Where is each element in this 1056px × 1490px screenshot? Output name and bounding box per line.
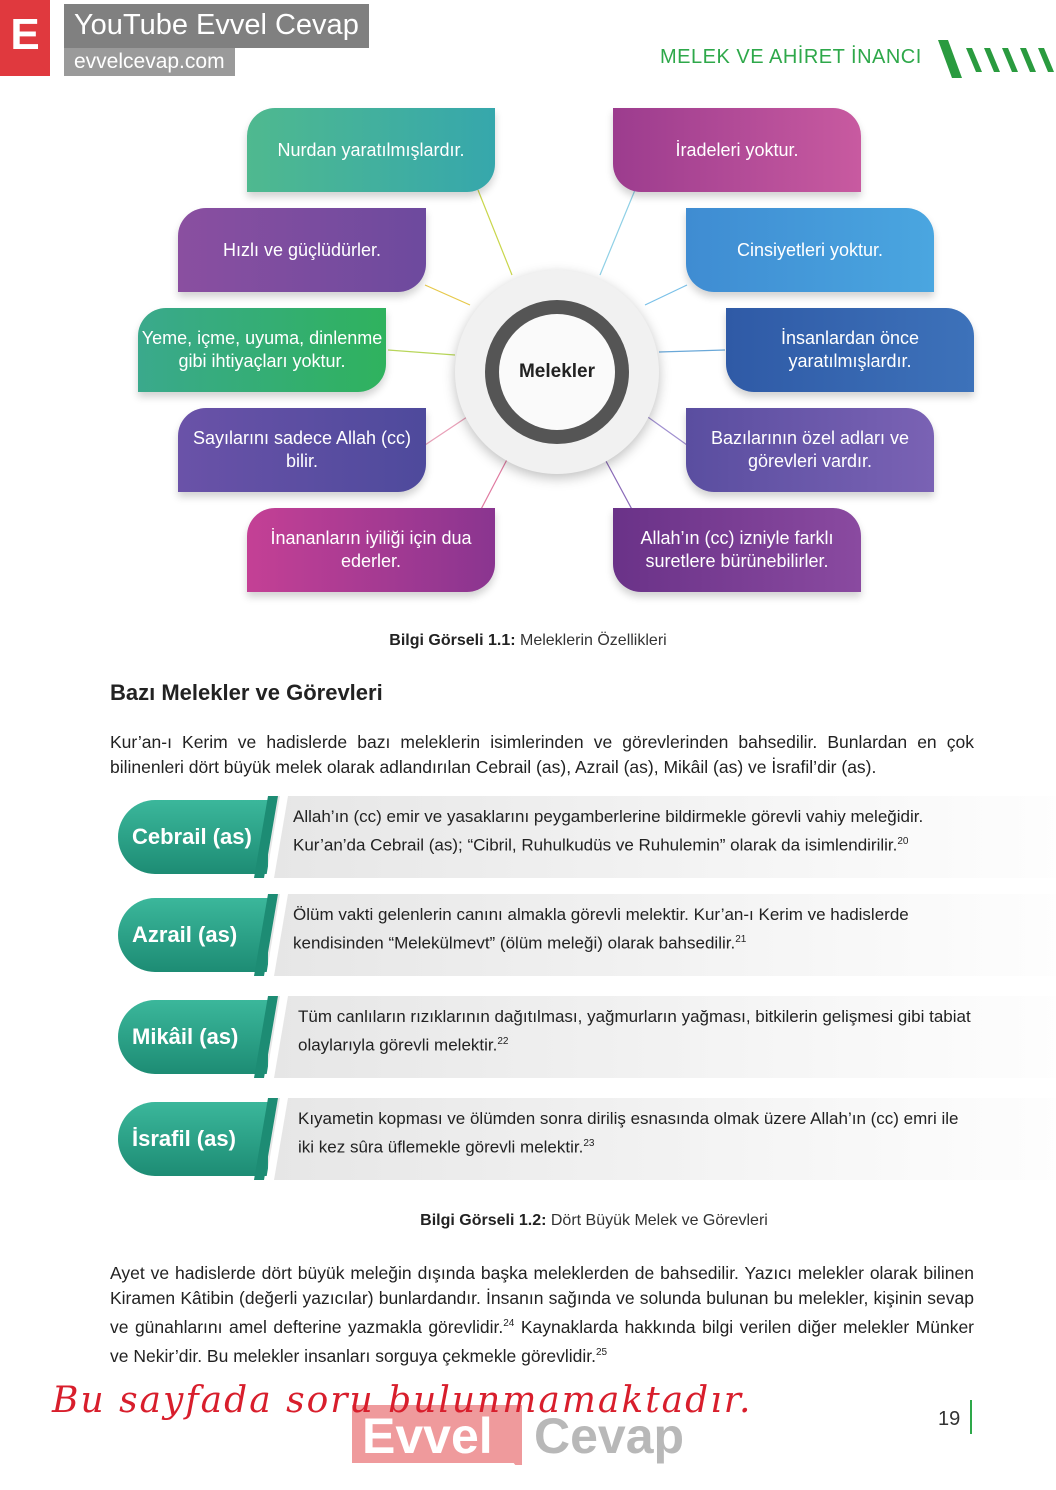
slant-divider: [254, 894, 288, 976]
feature-box-right-4: Bazılarının özel adları ve görevleri vardır.: [686, 408, 934, 492]
unit-title: MELEK VE AHİRET İNANCI: [660, 46, 922, 68]
angel-description: Ölüm vakti gelenlerin canını almakla görevli melektir. Kur’an-ı Kerim ve hadislerde kendisinden “Melekülmevt” (ölüm meleği) olarak bahsedilir.$^{21}$: [293, 905, 909, 953]
footnote-ref: 20: [897, 836, 909, 847]
handwritten-note: Bu sayfada soru bulunmamaktadır.: [52, 1380, 753, 1421]
angel-row: [118, 1098, 974, 1178]
angel-row: [118, 796, 974, 876]
feature-box-right-1: İradeleri yoktur.: [613, 108, 861, 192]
feature-box-right-3: İnsanlardan önce yaratılmışlardır.: [726, 308, 974, 392]
stripes-decoration: [936, 38, 1056, 80]
slant-divider: [254, 1098, 288, 1180]
closing-paragraph: Ayet ve hadislerde dört büyük meleğin dışında başka meleklerden de bahsedilir. Yazıcı melekler olarak bilinen Kiramen Kâtibin (değerli yazıcılar) bunlardandır. İnsanın sağında ve solunda bulunan bu melekler, kişinin sevap ve günahlarını amel defterine yazmakla görevlidir.$^{24}$ Kaynaklarda hakkında bilgi verilen diğer melekler Münker ve Nekir’dir. Bu melekler insanları sorguya çekmekle görevlidir.$^{25}$: [110, 1263, 974, 1366]
caption-text: Dört Büyük Melek ve Görevleri: [546, 1212, 768, 1229]
feature-box-left-1: Nurdan yaratılmışlardır.: [247, 108, 495, 192]
channel-site: evvelcevap.com: [64, 48, 235, 76]
caption-label: Bilgi Görseli 1.1:: [389, 632, 516, 649]
angel-name: Azrail (as): [118, 898, 268, 972]
footnote-ref: 21: [735, 934, 747, 945]
angel-row: [118, 996, 974, 1076]
logo-badge: E: [0, 0, 50, 76]
angel-name: İsrafil (as): [118, 1102, 268, 1176]
angel-name: Mikâil (as): [118, 1000, 268, 1074]
section-title: Bazı Melekler ve Görevleri: [110, 680, 383, 705]
caption-label: Bilgi Görseli 1.2:: [420, 1212, 547, 1229]
watermark-right-text: Cevap: [534, 1408, 685, 1464]
page-number: 19: [938, 1408, 961, 1430]
footnote-ref: 24: [503, 1318, 515, 1329]
feature-box-right-2: Cinsiyetleri yoktur.: [686, 208, 934, 292]
slant-divider: [254, 796, 288, 878]
angel-row: [118, 894, 974, 974]
channel-title: YouTube Evvel Cevap: [64, 4, 369, 48]
footnote-ref: 23: [583, 1138, 595, 1149]
angel-description: Kıyametin kopması ve ölümden sonra diriliş esnasında olmak üzere Allah’ın (cc) emri ile iki kez sûra üflemekle görevli melektir.$^{23}$: [298, 1109, 959, 1157]
angel-features-diagram: [0, 100, 1056, 610]
feature-box-left-3: Yeme, içme, uyuma, dinlenme gibi ihtiyaçları yoktur.: [138, 308, 386, 392]
figure-caption-2: [66, 1212, 1056, 1230]
intro-paragraph: Kur’an-ı Kerim ve hadislerde bazı meleklerin isimlerinden ve görevlerinden bahsedilir. Bunlardan en çok bilinenleri dört büyük melek olarak adlandırılan Cebrail (as), Azrail (as), Mikâil (as) ve İsrafil’dir (as).: [110, 732, 974, 777]
feature-box-left-4: Sayılarını sadece Allah (cc) bilir.: [178, 408, 426, 492]
footnote-ref: 25: [595, 1346, 608, 1358]
footnote-ref: 22: [497, 1036, 509, 1047]
logo-badge-tail: [38, 62, 50, 74]
angel-description: Allah’ın (cc) emir ve yasaklarını peygamberlerine bildirmekle görevli vahiy meleğidir. Kur’an’da Cebrail (as); “Cibril, Ruhulkudüs ve Ruhulemin” olarak da isimlendirilir.$^{20}$: [293, 807, 924, 855]
watermark-left-text: Evvel: [362, 1408, 493, 1464]
page-number-bar: [970, 1400, 972, 1434]
feature-box-left-5: İnananların iyiliği için dua ederler.: [247, 508, 495, 592]
slant-divider: [254, 996, 288, 1078]
center-label: Melekler: [499, 314, 615, 430]
caption-text: Meleklerin Özellikleri: [515, 632, 667, 649]
figure-caption-1: [0, 632, 1056, 650]
angel-description: Tüm canlıların rızıklarının dağıtılması, yağmurların yağması, bitkilerin gelişmesi gibi tabiat olaylarıyla görevli melektir.$^{22}$: [298, 1007, 971, 1055]
angel-name: Cebrail (as): [118, 800, 268, 874]
feature-box-right-5: Allah’ın (cc) izniyle farklı suretlere bürünebilirler.: [613, 508, 861, 592]
feature-box-left-2: Hızlı ve güçlüdürler.: [178, 208, 426, 292]
